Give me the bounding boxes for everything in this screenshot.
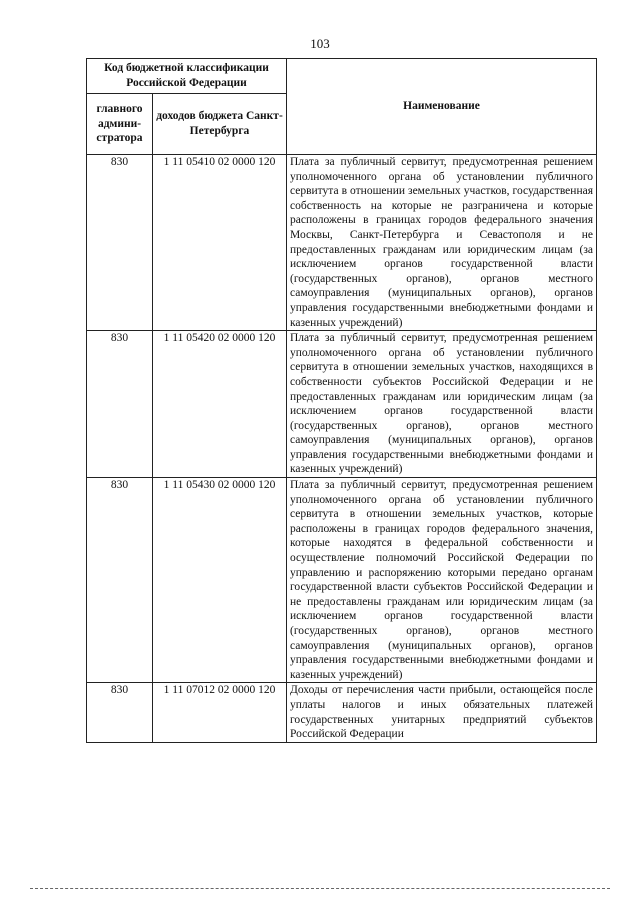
name-cell: Плата за публичный сервитут, предусмотренная решением уполномоченного органа об установлении публичного сервитута в отношении земельных участков, находящихся в собственности субъектов Российской Федерации и не предоставленных гражданам или юридическим лицам (за исключением органов государственной власти (государственных органов), органов местного самоуправления (муниципальных органов), органов управления государственными внебюджетными фондами и казенных учреждений) — [287, 331, 597, 478]
page-number: 103 — [310, 36, 330, 51]
income-code-cell: 1 11 05410 02 0000 120 — [153, 155, 287, 331]
table-row — [87, 155, 597, 331]
table-row — [87, 478, 597, 683]
income-code-cell: 1 11 05420 02 0000 120 — [153, 331, 287, 478]
name-cell: Плата за публичный сервитут, предусмотренная решением уполномоченного органа об установлении публичного сервитута в отношении земельных участков, государственная собственность на которые не разграничена и которые расположены в границах городов федерального значения Москвы, Санкт-Петербурга и Севастополя и не предоставленных гражданам или юридическим лицам (за исключением органов государственной власти (государственных органов), органов местного самоуправления (муниципальных органов), органов управления государственными внебюджетными фондами и казенных учреждений) — [287, 155, 597, 331]
name-column-header: Наименование — [287, 59, 597, 155]
income-column-header: доходов бюджета Санкт-Петербурга — [153, 94, 287, 155]
name-cell: Плата за публичный сервитут, предусмотренная решением уполномоченного органа об установлении публичного сервитута в отношении земельных участков, которые расположены в границах городов федерального значения, которые находятся в федеральной собственности и осуществление полномочий Российской Федерации по управлению и распоряжению которыми передано органам государственной власти субъектов Российской Федерации и не предоставлены гражданам или юридическим лицам (за исключением органов государственной власти (государственных органов), органов местного самоуправления (муниципальных органов), органов управления государственными внебюджетными фондами и казенных учреждений) — [287, 478, 597, 683]
income-code-cell: 1 11 07012 02 0000 120 — [153, 683, 287, 742]
admin-code-cell: 830 — [87, 331, 153, 478]
name-cell: Доходы от перечисления части прибыли, остающейся после уплаты налогов и иных обязательных платежей государственных унитарных предприятий субъектов Российской Федерации — [287, 683, 597, 742]
budget-classification-table — [86, 58, 597, 743]
admin-code-cell: 830 — [87, 683, 153, 742]
admin-code-cell: 830 — [87, 155, 153, 331]
table-row — [87, 683, 597, 742]
income-code-cell: 1 11 05430 02 0000 120 — [153, 478, 287, 683]
admin-code-cell: 830 — [87, 478, 153, 683]
admin-column-header: главного админи-стратора — [87, 94, 153, 155]
bottom-divider — [30, 888, 610, 889]
code-group-header: Код бюджетной классификации Российской Федерации — [87, 59, 287, 94]
table-row — [87, 331, 597, 478]
